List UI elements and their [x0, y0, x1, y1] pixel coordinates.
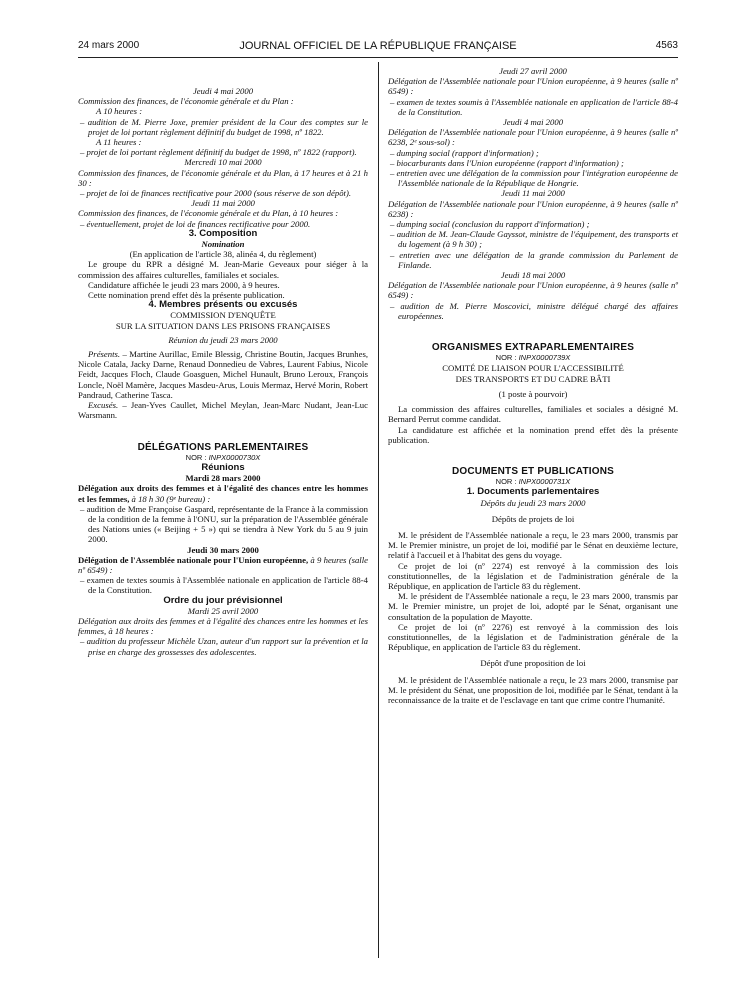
delegation-heading: Délégation de l'Assemblée nationale pour l'Union européenne, à 9 heures (salle nº 6549) :: [388, 76, 678, 97]
attendees-excused: [78, 400, 368, 420]
date-heading: Mardi 25 avril 2000: [187, 605, 259, 616]
column-divider: [378, 62, 379, 958]
section-heading: 1. Documents parlementaires: [466, 486, 600, 498]
proposal-text: M. le président de l'Assemblée nationale a reçu, le 23 mars 2000, transmise par M. le président du Sénat, une proposition de loi, modifiée par le Sénat, tendant à la reconnaissance de la traite et de l'esclavage en tant que crime contre l'humanité.: [388, 674, 678, 705]
date-heading: Mercredi 10 mai 2000: [184, 157, 262, 168]
delegation-heading: Délégation de l'Assemblée nationale pour l'Union européenne, à 9 heures (salle nº 6549) :: [388, 280, 678, 301]
effect-text: Cette nomination prend effet dès la présente publication.: [88, 290, 285, 301]
delegation-time: à 9 heures (salle nº 6549) :: [78, 554, 368, 575]
commission-name: COMMISSION D'ENQUÊTE: [170, 310, 276, 321]
positions-open: (1 poste à pourvoir): [498, 388, 568, 399]
date-heading: Jeudi 11 mai 2000: [501, 188, 565, 199]
candidature-text: La candidature est affichée et la nomination prend effet dès la présente publication.: [388, 424, 678, 445]
header-date: 24 mars 2000: [78, 40, 140, 51]
agenda-item: – audition de M. Jean-Claude Gayssot, ministre de l'équipement, des transports et du logement (à 9 h 30) ;: [390, 229, 678, 250]
agenda-item: – audition de M. Pierre Moscovici, ministre délégué chargé des affaires européennes.: [390, 300, 678, 321]
subsection-heading: Dépôt d'une proposition de loi: [480, 658, 586, 669]
nor-code: INPX0000731X: [518, 477, 571, 487]
reunions-heading: Réunions: [201, 461, 245, 473]
date-heading: Jeudi 27 avril 2000: [499, 66, 567, 76]
section-heading: 3. Composition: [188, 227, 258, 239]
commission-heading: Commission des finances, de l'économie générale et du Plan, à 10 heures :: [78, 208, 339, 219]
committee-name: DES TRANSPORTS ET DU CADRE BÂTI: [455, 373, 611, 384]
bill-referral: Ce projet de loi (nº 2274) est renvoyé à la commission des lois constitutionnelles, de la législation et de l'administration générale de la République, en application de l'article 83 du règlement.: [388, 560, 678, 591]
delegation-name: Délégation aux droits des femmes et à l'égalité des chances entre les hommes et les femmes,: [78, 483, 368, 504]
date-heading: Jeudi 4 mai 2000: [192, 86, 254, 96]
subsection-heading: Nomination: [201, 239, 245, 250]
agenda-item: – examen de textes soumis à l'Assemblée nationale en application de l'article 88-4 de la Constitution.: [80, 575, 368, 596]
bill-referral: Ce projet de loi (nº 2276) est renvoyé à la commission des lois constitutionnelles, de la législation et de l'administration générale de la République, en application de l'article 83 du règlement.: [388, 621, 678, 653]
committee-name: COMITÉ DE LIAISON POUR L'ACCESSIBILITÉ: [442, 363, 624, 374]
date-heading: Mardi 28 mars 2000: [185, 473, 261, 484]
nor-reference: [388, 353, 678, 363]
agenda-item: – audition de M. Pierre Joxe, premier président de la Cour des comptes sur le projet de loi portant règlement définitif du budget de 1998, nº 1822.: [80, 116, 368, 137]
delegation-heading: Délégation aux droits des femmes et à l'égalité des chances entre les hommes et les femmes, à 18 heures :: [78, 615, 368, 637]
subsection-heading: Dépôts de projets de loi: [491, 513, 575, 524]
agenda-item: – audition du professeur Michèle Uzan, auteur d'un rapport sur la prévention et la prise en charge des grossesses des adolescentes.: [80, 636, 368, 657]
documents-heading: DOCUMENTS ET PUBLICATIONS: [451, 465, 615, 477]
present-names: – Martine Aurillac, Emile Blessig, Christine Boutin, Jacques Brunhes, Nicole Catala, Jacky Darne, Renaud Donnedieu de Vabres, Laurent Fabius, Nicole Feidt, Jacques Floch, Claude Goasguen, Michel Hunault, Bruno Leroux, François Loncle, Noël Mamère, Jacques Masdeu-Arus, Louis Mermaz, Hervé Morin, Robert Pandraud, Catherine Tasca.: [78, 349, 368, 400]
delegation-heading: Délégation de l'Assemblée nationale pour l'Union européenne, à 9 heures (salle nº 6238, 2ᵉ sous-sol) :: [388, 127, 678, 148]
header-rule: [78, 57, 678, 58]
regulation-reference: (En application de l'article 38, alinéa 4, du règlement): [129, 249, 317, 260]
agenda-item: – examen de textes soumis à l'Assemblée nationale en application de l'article 88-4 de la Constitution.: [390, 96, 678, 117]
organisms-heading: ORGANISMES EXTRAPARLEMENTAIRES: [431, 342, 635, 354]
excused-label: Excusés.: [88, 400, 119, 411]
agenda-item: – projet de loi portant règlement définitif du budget de 1998, nº 1822 (rapport).: [80, 147, 357, 158]
left-column: [78, 86, 368, 657]
agenda-item: – éventuellement, projet de loi de finances rectificative pour 2000.: [80, 218, 311, 229]
right-column: [388, 66, 678, 705]
agenda-item: – entretien avec une délégation de la commission pour l'intégration européenne de l'Assemblée nationale de la République de Hongrie.: [390, 168, 678, 189]
date-heading: Jeudi 30 mars 2000: [187, 544, 259, 555]
nor-label: NOR :: [495, 477, 519, 487]
agenda-item: – dumping social (conclusion du rapport d'information) ;: [390, 219, 590, 230]
agenda-item: – entretien avec une délégation de la grande commission du Parlement de Finlande.: [390, 249, 678, 270]
time-label: A 10 heures :: [96, 106, 143, 117]
bill-text: M. le président de l'Assemblée nationale a reçu, le 23 mars 2000, transmis par M. le Premier ministre, un projet de loi, adopté par le Sénat, organisant une consultation de la population de Mayotte.: [388, 591, 678, 622]
deposit-date: Dépôts du jeudi 23 mars 2000: [480, 497, 586, 508]
commission-name: SUR LA SITUATION DANS LES PRISONS FRANÇAISES: [115, 320, 331, 331]
nor-label: NOR :: [495, 353, 519, 363]
meeting-date: Réunion du jeudi 23 mars 2000: [168, 334, 278, 345]
commission-heading: Commission des finances, de l'économie générale et du Plan :: [78, 96, 294, 107]
page-header: [78, 40, 678, 56]
nomination-text: Le groupe du RPR a désigné M. Jean-Marie Geveaux pour siéger à la commission des affaires culturelles, familiales et sociales.: [78, 259, 368, 280]
excused-names: – Jean-Yves Caullet, Michel Meylan, Jean-Marc Nudant, Jean-Luc Warsmann.: [78, 400, 368, 421]
delegation-time: à 18 h 30 (9ᵉ bureau) :: [129, 493, 211, 504]
journal-title: JOURNAL OFFICIEL DE LA RÉPUBLIQUE FRANÇAISE: [239, 40, 517, 52]
page-number: 4563: [655, 40, 678, 51]
section-heading: 4. Membres présents ou excusés: [148, 299, 298, 311]
date-heading: Jeudi 18 mai 2000: [500, 270, 566, 281]
delegation-heading: [78, 555, 368, 575]
nor-code: INPX0000739X: [518, 353, 571, 363]
nor-code: INPX0000730X: [208, 452, 261, 462]
attendees-present: [78, 349, 368, 400]
agenda-item: – audition de Mme Françoise Gaspard, représentante de la France à la commission de la condition de la femme à l'ONU, sur la préparation de l'Assemblée générale des Nations unies (« Beijing + 5 ») qui se tiendra à New York du 5 au 9 juin 2000.: [80, 503, 368, 545]
agenda-item: – dumping social (rapport d'information) ;: [390, 147, 539, 158]
agenda-heading: Ordre du jour prévisionnel: [163, 594, 283, 606]
date-heading: Jeudi 4 mai 2000: [502, 117, 564, 128]
agenda-item: – biocarburants dans l'Union européenne (rapport d'information) ;: [390, 157, 624, 168]
delegation-heading: [78, 483, 368, 503]
agenda-item: – projet de loi de finances rectificative pour 2000 (sous réserve de son dépôt).: [80, 188, 352, 199]
candidature-text: Candidature affichée le jeudi 23 mars 2000, à 9 heures.: [88, 279, 280, 290]
commission-heading: Commission des finances, de l'économie générale et du Plan, à 17 heures et à 21 h 30 :: [78, 167, 368, 188]
present-label: Présents.: [88, 349, 121, 360]
delegation-heading: Délégation de l'Assemblée nationale pour l'Union européenne, à 9 heures (salle nº 6238) :: [388, 198, 678, 219]
date-heading: Jeudi 11 mai 2000: [191, 198, 255, 209]
designation-text: La commission des affaires culturelles, familiales et sociales a désigné M. Bernard Perrut comme candidat.: [388, 404, 678, 425]
nor-label: NOR :: [185, 452, 209, 462]
bill-text: M. le président de l'Assemblée nationale a reçu, le 23 mars 2000, transmis par M. le Premier ministre, un projet de loi, modifié par le Sénat en deuxième lecture, relatif à l'accueil et à l'habitat des gens du voyage.: [388, 529, 678, 561]
delegations-heading: DÉLÉGATIONS PARLEMENTAIRES: [137, 441, 309, 453]
time-label: A 11 heures :: [96, 137, 142, 148]
delegation-name: Délégation de l'Assemblée nationale pour l'Union européenne,: [78, 554, 309, 565]
